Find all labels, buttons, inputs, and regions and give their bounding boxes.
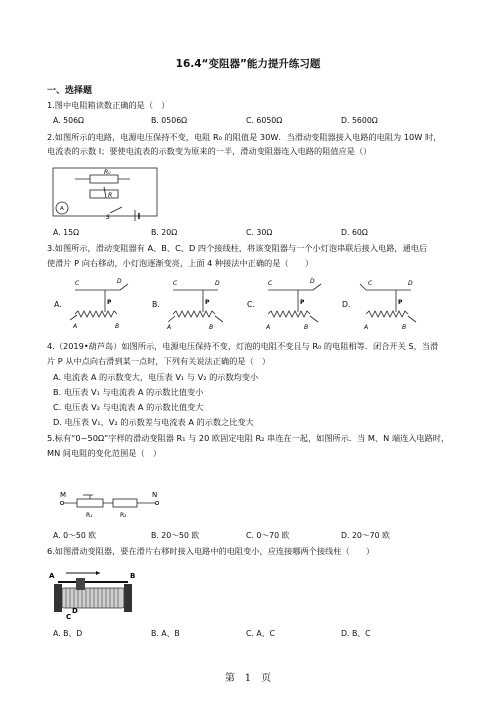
label-m: M xyxy=(60,491,67,499)
q2-stem-line2: 电流表的示数 I；要使电流表的示数变为原来的一半，滑动变阻器连入电路的阻值应是（） xyxy=(47,146,372,156)
q3-option-b: B. xyxy=(152,300,160,309)
svg-text:P: P xyxy=(107,299,112,306)
q3-rheostat-b xyxy=(163,276,233,331)
q1-option-c: C. 6050Ω xyxy=(246,116,283,125)
q5-option-b: B. 20～50 欧 xyxy=(151,531,200,540)
label-r2: R₂ xyxy=(120,512,127,519)
svg-text:A: A xyxy=(73,323,78,330)
label-r: R xyxy=(108,192,113,199)
section-heading: 一、选择题 xyxy=(47,86,93,96)
svg-text:B: B xyxy=(115,323,120,330)
svg-text:C: C xyxy=(173,280,178,287)
label-d: D xyxy=(72,607,78,615)
q2-option-a: A. 15Ω xyxy=(53,228,80,237)
svg-text:P: P xyxy=(205,299,210,306)
q2-option-b: B. 20Ω xyxy=(151,228,178,237)
q5-stem-line2: MN 间电阻的变化范围是（ ） xyxy=(47,448,162,458)
svg-text:P: P xyxy=(398,299,403,306)
label-a: A xyxy=(49,572,55,580)
page-title: 16.4“变阻器”能力提升练习题 xyxy=(175,58,321,70)
label-c: C xyxy=(66,613,72,621)
r1-rheostat xyxy=(77,499,103,507)
q1-option-a: A. 506Ω xyxy=(53,116,84,125)
q2-option-c: C. 30Ω xyxy=(246,228,273,237)
svg-text:C: C xyxy=(368,280,373,287)
q6-rheostat-illustration xyxy=(48,566,138,620)
q2-stem-line1: 2.如图所示的电路，电源电压保持不变，电阻 R₀ 的阻值是 30W．当滑动变阻器接入电路的电阻为 10W 时， xyxy=(47,132,442,142)
svg-text:B: B xyxy=(402,324,407,331)
q3-rheostat-a xyxy=(65,276,135,331)
q5-option-d: D. 20～70 欧 xyxy=(341,531,390,540)
label-r1: R₁ xyxy=(86,512,93,519)
q4-stem-line2: 片 P 从中点向右滑到某一点时，下列有关说法正确的是（ ） xyxy=(47,356,271,366)
r0-resistor xyxy=(90,175,118,183)
label-s: S xyxy=(106,214,110,221)
svg-text:D: D xyxy=(215,280,220,287)
label-b: B xyxy=(130,572,136,580)
q4-stem-line1: 4.（2019•葫芦岛）如图所示，电源电压保持不变，灯泡的电阻不变且与 R₀ 的电阻相等．闭合开关 S，当滑 xyxy=(47,341,439,351)
svg-text:C: C xyxy=(268,280,273,287)
q1-option-b: B. 0506Ω xyxy=(151,116,188,125)
label-a: A xyxy=(60,206,64,212)
svg-text:D: D xyxy=(408,280,413,287)
slider-p xyxy=(76,578,85,590)
q2-option-d: D. 60Ω xyxy=(341,228,368,237)
q3-stem-line1: 3.如图所示，滑动变阻器有 A、B、C、D 四个接线柱，将该变阻器与一个小灯泡串联后接入电路，通电后 xyxy=(47,243,428,253)
svg-text:P: P xyxy=(300,299,305,306)
q4-option-b: B. 电压表 V₁ 与电流表 A 的示数比值变小 xyxy=(53,387,204,397)
q2-circuit-diagram xyxy=(50,163,160,223)
q5-option-a: A. 0～50 欧 xyxy=(53,531,97,540)
q5-option-c: C. 0～70 欧 xyxy=(246,531,290,540)
svg-text:A: A xyxy=(167,324,172,331)
q3-stem-line2: 使滑片 P 向右移动，小灯泡逐渐变亮，上面 4 种接法中正确的是（ ） xyxy=(47,258,314,268)
q6-option-a: A. B、D xyxy=(53,629,83,638)
svg-text:A: A xyxy=(266,324,271,331)
q1-option-d: D. 5600Ω xyxy=(341,116,378,125)
rheostat xyxy=(90,190,118,198)
q3-rheostat-c xyxy=(258,276,328,331)
svg-text:C: C xyxy=(75,280,80,287)
q1-stem: 1.图中电阻箱读数正确的是（ ） xyxy=(47,100,170,110)
svg-text:D: D xyxy=(117,278,122,285)
switch-symbol xyxy=(110,207,122,213)
q6-option-c: C. A、C xyxy=(246,629,275,638)
q4-option-c: C. 电压表 V₂ 与电流表 A 的示数比值变大 xyxy=(53,402,204,412)
svg-text:A: A xyxy=(364,324,369,331)
q3-rheostat-d xyxy=(356,276,426,331)
q6-option-d: D. B、C xyxy=(341,629,371,638)
svg-text:B: B xyxy=(304,324,309,331)
page-number: 第 1 页 xyxy=(224,673,272,684)
svg-text:D: D xyxy=(310,278,315,285)
q3-option-a: A. xyxy=(54,300,62,309)
q3-option-c: C. xyxy=(247,300,255,309)
q6-stem: 6.如图滑动变阻器，要在滑片右移时接入电路中的电阻变小，应连接哪两个接线柱（ ） xyxy=(47,546,375,556)
q4-option-a: A. 电流表 A 的示数变大，电压表 V₁ 与 V₂ 的示数均变小 xyxy=(53,372,259,382)
q3-option-d: D. xyxy=(342,300,351,309)
q5-stem-line1: 5.标有“0~50Ω”字样的滑动变阻器 R₁ 与 20 欧固定电阻 R₂ 串连在一起，如图所示．当 M、N 端连入电路时， xyxy=(47,433,450,443)
r2-resistor xyxy=(113,499,137,507)
q6-option-b: B. A、B xyxy=(151,629,180,638)
q5-circuit-diagram xyxy=(57,485,167,525)
label-n: N xyxy=(152,491,158,499)
label-r0: R₀ xyxy=(104,169,111,176)
q4-option-d: D. 电压表 V₁、V₂ 的示数差与电流表 A 的示数之比变大 xyxy=(53,417,254,427)
svg-text:B: B xyxy=(209,324,214,331)
